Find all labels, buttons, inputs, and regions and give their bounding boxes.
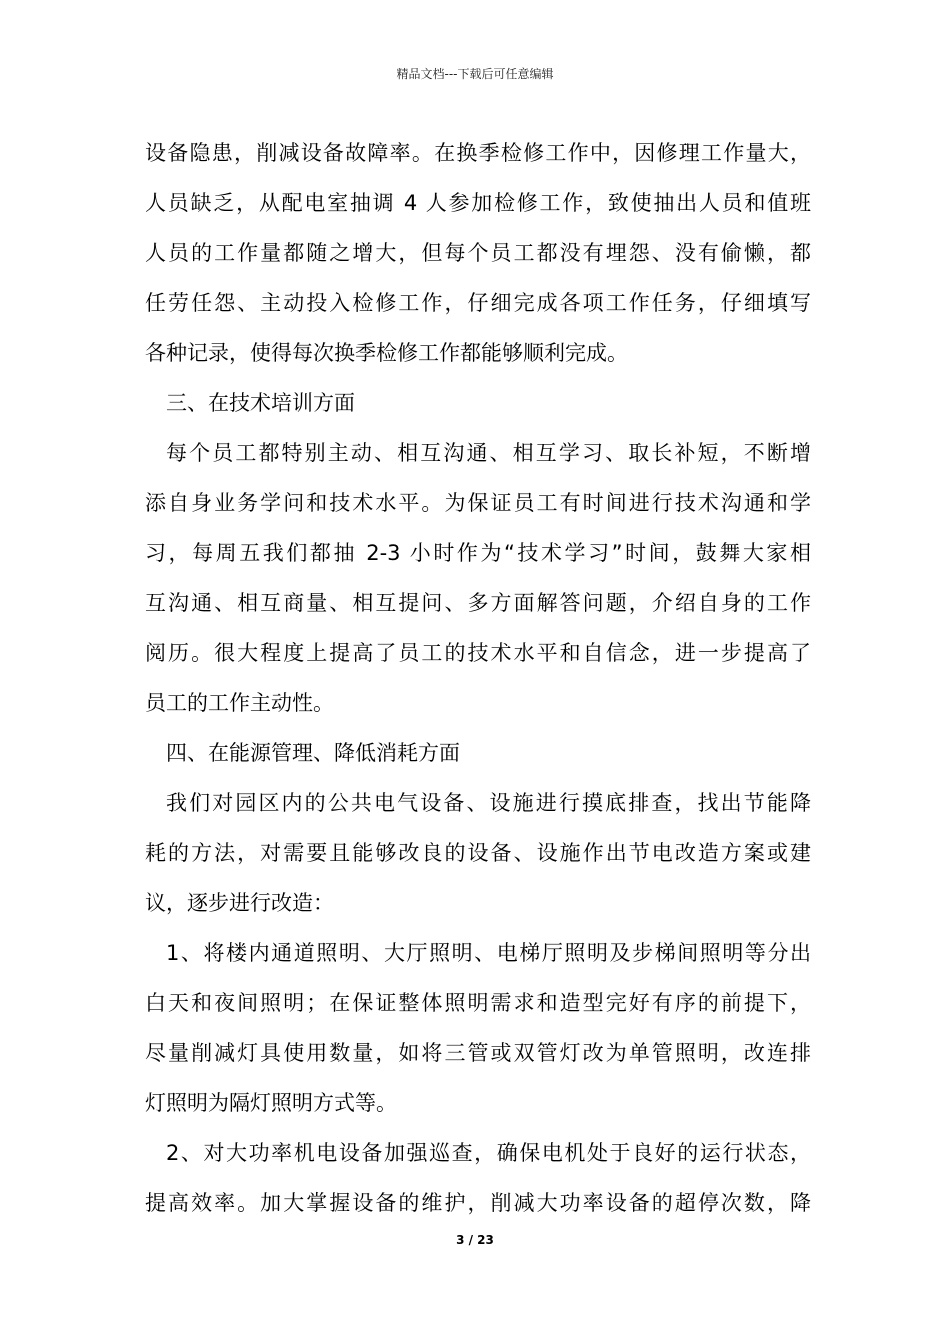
- text-line: 白天和夜间照明；在保证整体照明需求和造型完好有序的前提下，: [145, 991, 811, 1015]
- section-heading: 三、在技术培训方面: [166, 391, 355, 415]
- text-line: 1、将楼内通道照明、大厅照明、电梯厅照明及步梯间照明等分出: [166, 941, 811, 965]
- text-line: 人员缺乏，从配电室抽调 4 人参加检修工作，致使抽出人员和值班: [145, 191, 811, 215]
- text-line: 提高效率。加大掌握设备的维护，削减大功率设备的超停次数，降: [145, 1191, 811, 1215]
- text-line: 各种记录，使得每次换季检修工作都能够顺利完成。: [145, 341, 628, 365]
- page-number: 3 / 23: [456, 1233, 494, 1247]
- text-line: 习，每周五我们都抽 2-3 小时作为“技术学习”时间，鼓舞大家相: [145, 541, 811, 565]
- text-line: 每个员工都特别主动、相互沟通、相互学习、取长补短，不断增: [166, 441, 811, 465]
- text-line: 阅历。很大程度上提高了员工的技术水平和自信念，进一步提高了: [145, 641, 811, 665]
- text-line: 人员的工作量都随之增大，但每个员工都没有埋怨、没有偷懒，都: [145, 241, 811, 265]
- text-line: 员工的工作主动性。: [145, 691, 334, 715]
- text-line: 2、对大功率机电设备加强巡查，确保电机处于良好的运行状态，: [166, 1141, 811, 1165]
- text-line: 尽量削减灯具使用数量，如将三管或双管灯改为单管照明，改连排: [145, 1041, 811, 1065]
- text-line: 添自身业务学问和技术水平。为保证员工有时间进行技术沟通和学: [145, 491, 811, 515]
- section-heading: 四、在能源管理、降低消耗方面: [166, 741, 460, 765]
- page-header: 精品文档---下载后可任意编辑: [396, 67, 554, 81]
- text-line: 任劳任怨、主动投入检修工作，仔细完成各项工作任务，仔细填写: [145, 291, 811, 315]
- text-line: 互沟通、相互商量、相互提问、多方面解答问题，介绍自身的工作: [145, 591, 811, 615]
- text-line: 灯照明为隔灯照明方式等。: [145, 1091, 397, 1115]
- text-line: 耗的方法，对需要且能够改良的设备、设施作出节电改造方案或建: [145, 841, 811, 865]
- text-line: 议，逐步进行改造：: [145, 891, 334, 915]
- text-line: 我们对园区内的公共电气设备、设施进行摸底排查，找出节能降: [166, 791, 811, 815]
- text-line: 设备隐患，削减设备故障率。在换季检修工作中，因修理工作量大，: [145, 141, 811, 165]
- document-body: [145, 128, 811, 1228]
